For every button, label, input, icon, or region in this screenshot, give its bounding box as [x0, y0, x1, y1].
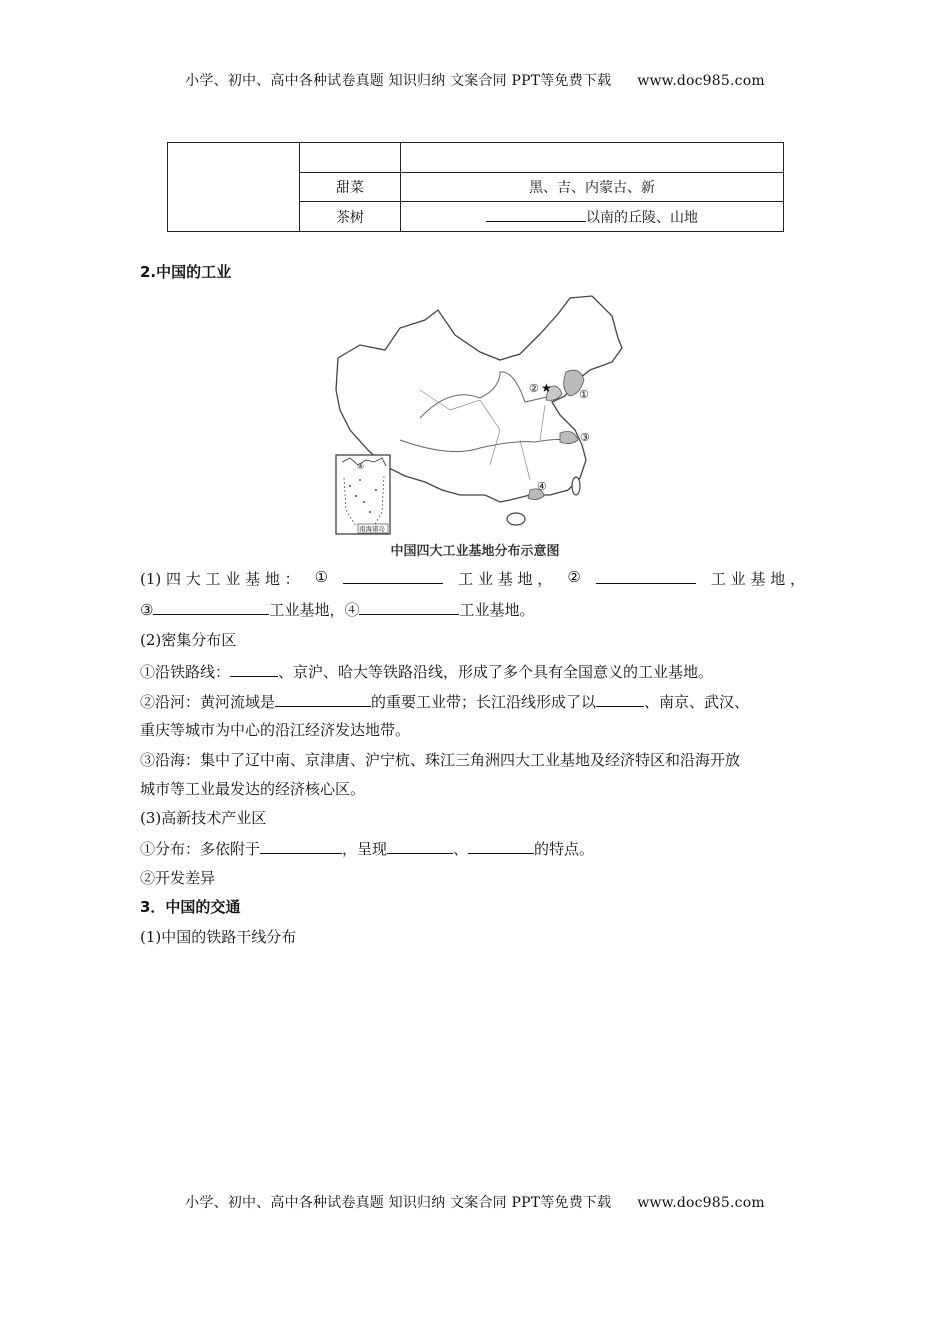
q1-suffix-1: 工 业 基 地 ， [458, 570, 553, 588]
footer-site[interactable]: www.doc985.com [637, 1195, 765, 1211]
table-cell-region: 黑、吉、内蒙古、新 [401, 173, 784, 202]
footer-text: 小学、初中、高中各种试卷真题 知识归纳 文案合同 PPT等免费下载 [185, 1195, 612, 1211]
crop-table [167, 142, 784, 232]
table-merged-cell [168, 143, 300, 232]
table-cell-crop: 茶树 [300, 202, 401, 232]
q3-title: (3)高新技术产业区 [140, 809, 267, 827]
q1-n2: ② [567, 568, 581, 586]
inset-island [355, 495, 357, 497]
q2-coast-1: ③沿海：集中了辽中南、京津唐、沪宁杭、珠江三角洲四大工业基地及经济特区和沿海开放 [140, 751, 741, 769]
table-cell-crop: 甜菜 [300, 173, 401, 202]
inset-title: 南海诸岛 [359, 525, 385, 533]
map-label-3: ③ [580, 431, 590, 444]
q1-line-2 [140, 599, 535, 620]
map-label-2: ② [529, 382, 539, 395]
q1-line-1 [140, 568, 805, 589]
answer-blank-base-4[interactable] [359, 599, 459, 615]
answer-blank-hightech-1[interactable] [260, 838, 342, 854]
industry-map [330, 290, 630, 540]
answer-blank-yangtze-city[interactable] [596, 691, 644, 707]
header-site[interactable]: www.doc985.com [637, 73, 765, 89]
map-caption: 中国四大工业基地分布示意图 [390, 544, 560, 559]
inset-island [363, 501, 365, 503]
q3-dist-b: ，呈现 [342, 840, 388, 858]
inset-island [369, 511, 371, 513]
q2-river-1 [140, 691, 749, 712]
q2-coast-2: 城市等工业最发达的经济核心区。 [140, 780, 366, 798]
q3-distribution [140, 838, 594, 859]
hainan-island [507, 513, 525, 525]
answer-blank-yellow-river[interactable] [275, 691, 371, 707]
q2-river-c: 、南京、武汉、 [644, 693, 750, 711]
section-heading-transport: 3．中国的交通 [140, 898, 241, 916]
q2-rail-b: 、京沪、哈大等铁路沿线，形成了多个具有全国意义的工业基地。 [278, 663, 714, 681]
answer-blank-hightech-3[interactable] [468, 838, 534, 854]
q2-title: (2)密集分布区 [140, 631, 237, 649]
q2-river-2: 重庆等城市为中心的沿江经济发达地带。 [140, 721, 411, 739]
inset-island [375, 489, 377, 491]
table-cell-region [401, 202, 784, 232]
q1-prefix: (1) 四 大 工 业 基 地 ： [140, 570, 300, 588]
header-text: 小学、初中、高中各种试卷真题 知识归纳 文案合同 PPT等免费下载 [185, 73, 612, 89]
q1-n1: ① [314, 568, 329, 586]
q3-dist-a: ①分布：多依附于 [140, 840, 261, 858]
answer-blank-base-3[interactable] [153, 599, 269, 615]
answer-blank-base-1[interactable] [343, 568, 443, 584]
q2-rail [140, 661, 713, 682]
q3-dist-d: 的特点。 [534, 840, 595, 858]
q1-n4: ④ [344, 601, 360, 619]
inset-island [349, 485, 351, 487]
inset-label-4: ④ [357, 462, 365, 471]
q2-river-a: ②沿河：黄河流域是 [140, 693, 276, 711]
answer-blank-rail[interactable] [230, 661, 278, 677]
table-cell-crop [300, 143, 401, 173]
q3-difference: ②开发差异 [140, 869, 216, 887]
answer-blank-hightech-2[interactable] [387, 838, 453, 854]
transport-sub-1: (1)中国的铁路干线分布 [140, 928, 297, 946]
table-cell-region [401, 143, 784, 173]
taiwan-island [572, 477, 580, 495]
q1-n3: ③ [140, 601, 154, 619]
q1-suffix-4: 工业基地。 [459, 601, 535, 619]
page-header [0, 70, 950, 90]
q2-rail-a: ①沿铁路线： [140, 663, 231, 681]
page-footer [0, 1192, 950, 1212]
answer-blank-base-2[interactable] [596, 568, 696, 584]
q2-river-b: 的重要工业带；长江沿线形成了以 [371, 693, 597, 711]
q1-suffix-3: 工业基地， [269, 601, 345, 619]
region-suffix: 以南的丘陵、山地 [586, 210, 698, 226]
inset-island [359, 479, 361, 481]
q1-suffix-2: 工 业 基 地 ， [710, 570, 805, 588]
star-marker: ★ [541, 381, 552, 395]
section-heading-industry: 2.中国的工业 [140, 263, 232, 281]
map-label-4: ④ [537, 480, 547, 493]
q3-dist-c: 、 [453, 840, 469, 858]
map-label-1: ① [579, 388, 589, 401]
answer-blank[interactable] [486, 206, 586, 222]
